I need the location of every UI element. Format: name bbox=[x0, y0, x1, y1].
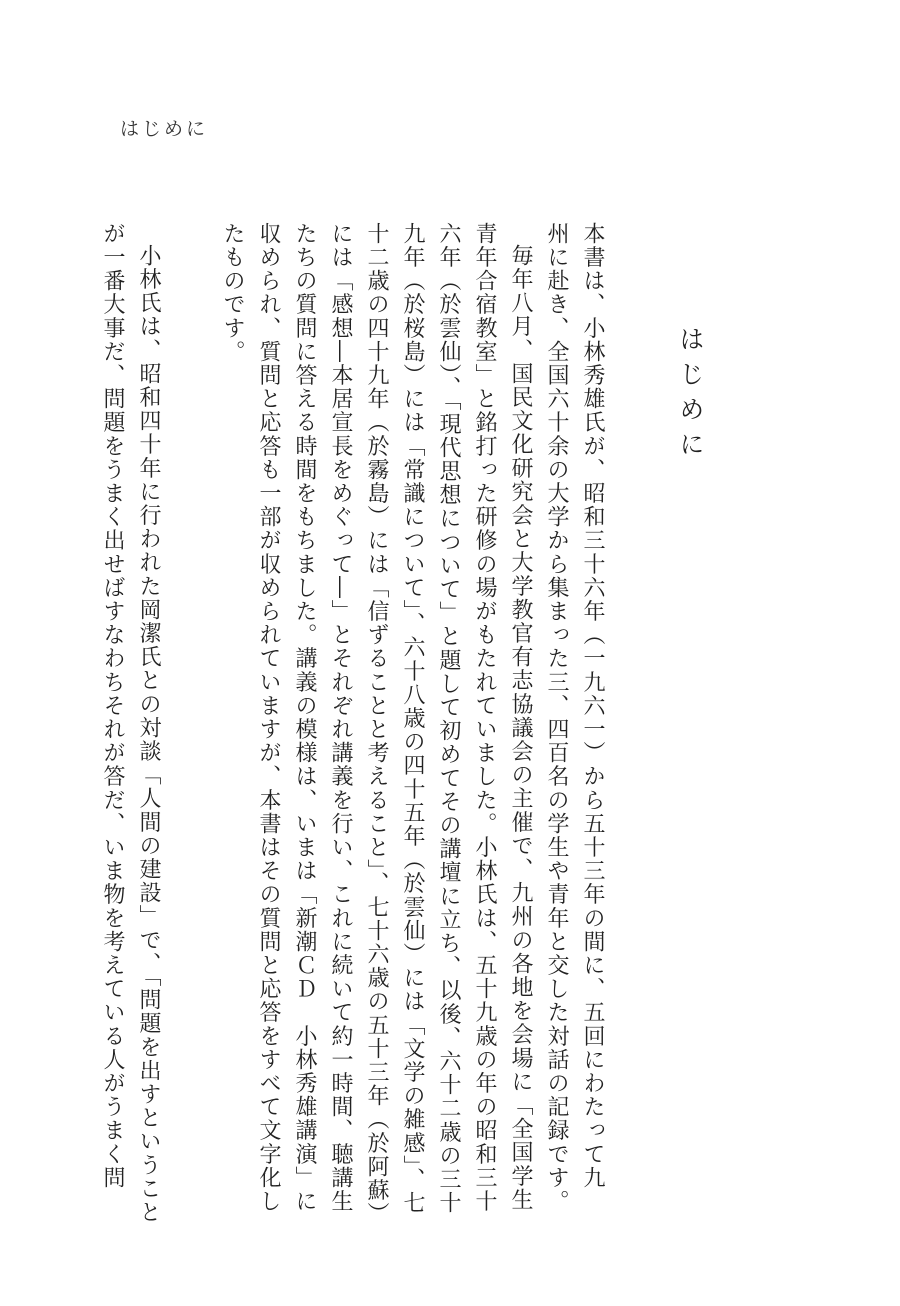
text-column: 九年（於桜島）には「常識について」、六十八歳の四十五年（於雲仙）には「文学の雑感」、七 bbox=[400, 222, 425, 1215]
text-column: 毎年八月、国民文化研究会と大学教官有志協議会の主催で、九州の各地を会場に「全国学生 bbox=[508, 244, 533, 1212]
text-column: たちの質問に答える時間をもちました。講義の模様は、いまは「新潮ＣＤ 小林秀雄講演」に bbox=[292, 222, 317, 1214]
text-column: 州に赴き、全国六十余の大学から集まった三、四百名の学生や青年と交した対話の記録です。 bbox=[544, 222, 569, 1214]
text-column: 本書は、小林秀雄氏が、昭和三十六年（一九六一）から五十三年の間に、五回にわたって九 bbox=[580, 222, 605, 1190]
text-column: 青年合宿教室」と銘打った研修の場がもたれていました。小林氏は、五十九歳の年の昭和三十 bbox=[472, 222, 497, 1214]
text-column: たものです。 bbox=[220, 222, 245, 364]
chapter-title: はじめに bbox=[676, 326, 705, 466]
text-column: には「感想―本居宣長をめぐって―」とそれぞれ講義を行い、これに続いて約一時間、聴講生 bbox=[328, 222, 353, 1214]
running-head: はじめに bbox=[120, 118, 209, 140]
text-column: 六年（於雲仙）、「現代思想について」と題して初めてその講壇に立ち、以後、六十二歳の三十 bbox=[436, 222, 461, 1215]
text-column: 収められ、質問と応答も一部が収められていますが、本書はその質問と応答をすべて文字化し bbox=[256, 222, 281, 1214]
text-column: が一番大事だ、問題をうまく出せばすなわちそれが答だ、いま物を考えている人がうまく問 bbox=[100, 222, 125, 1190]
text-column: 十二歳の四十九年（於霧島）には「信ずることと考えること」、七十六歳の五十三年（於阿蘇） bbox=[364, 222, 389, 1226]
text-column: 小林氏は、昭和四十年に行われた岡潔氏との対談「人間の建設」で、「問題を出すということ bbox=[136, 244, 161, 1225]
